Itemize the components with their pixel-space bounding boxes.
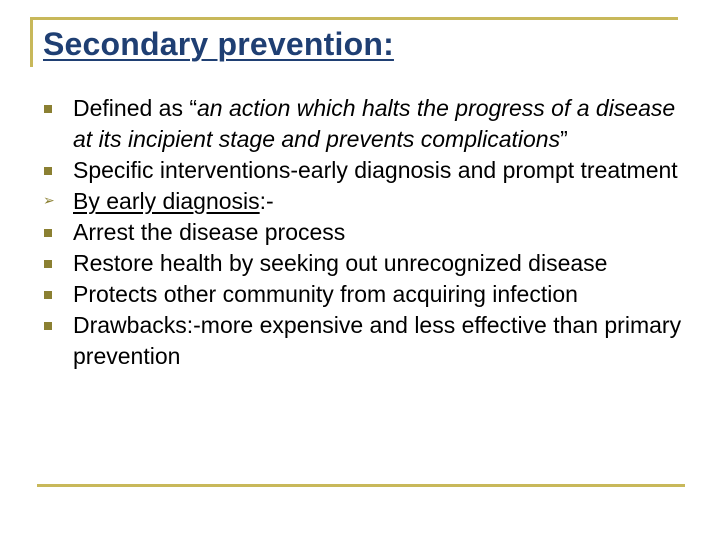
- early-diagnosis-suffix: :-: [259, 188, 274, 214]
- frame-top-line: [30, 17, 678, 20]
- definition-prefix: Defined as “: [73, 95, 198, 121]
- bullet-list: [44, 93, 684, 372]
- bullet-item-early-diagnosis: [44, 186, 684, 217]
- bullet-text: Protects other community from acquiring infection: [73, 281, 578, 307]
- square-bullet-icon: [44, 217, 58, 248]
- bullet-item-restore: [44, 248, 684, 279]
- square-bullet-icon: [44, 310, 58, 341]
- bullet-text: Restore health by seeking out unrecognized disease: [73, 250, 608, 276]
- arrow-bullet-icon: [44, 186, 58, 217]
- square-bullet-icon: [44, 93, 58, 124]
- definition-suffix: ”: [560, 126, 568, 152]
- square-bullet-icon: [44, 155, 58, 186]
- bullet-text: Drawbacks:-more expensive and less effective than primary prevention: [73, 312, 682, 369]
- frame-bottom-line: [37, 484, 685, 487]
- slide-title: Secondary prevention:: [43, 26, 394, 62]
- bullet-text: Specific interventions-early diagnosis and prompt treatment: [73, 157, 678, 183]
- early-diagnosis-heading: By early diagnosis: [73, 188, 260, 214]
- bullet-item-drawbacks: [44, 310, 684, 372]
- square-bullet-icon: [44, 279, 58, 310]
- bullet-text: Arrest the disease process: [73, 219, 346, 245]
- bullet-item-interventions: [44, 155, 684, 186]
- square-bullet-icon: [44, 248, 58, 279]
- bullet-item-arrest: [44, 217, 684, 248]
- bullet-item-protects: [44, 279, 684, 310]
- definition-quote: an action which halts the progress of a disease at its incipient stage and prevents complications: [73, 95, 676, 152]
- bullet-item-definition: [44, 93, 684, 155]
- frame-left-line: [30, 17, 33, 67]
